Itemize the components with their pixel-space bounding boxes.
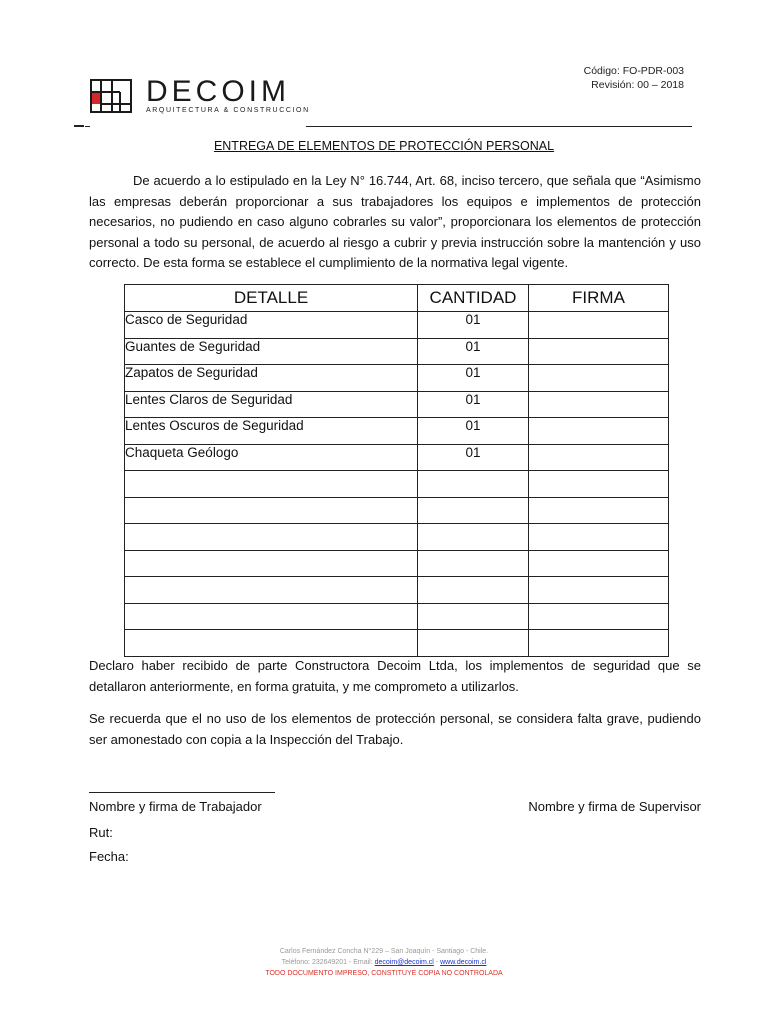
firma-cell[interactable] bbox=[529, 577, 669, 604]
cantidad-cell[interactable] bbox=[418, 550, 529, 577]
firma-cell[interactable] bbox=[529, 471, 669, 498]
table-row bbox=[125, 444, 669, 471]
cantidad-cell: 01 bbox=[418, 418, 529, 445]
table-row bbox=[125, 577, 669, 604]
detalle-cell[interactable] bbox=[125, 524, 418, 551]
firma-cell[interactable] bbox=[529, 630, 669, 657]
logo-mark-icon bbox=[90, 78, 134, 114]
header-cantidad: CANTIDAD bbox=[418, 285, 529, 312]
table-row bbox=[125, 312, 669, 339]
document-code-block bbox=[584, 64, 684, 92]
logo-subtitle: ARQUITECTURA & CONSTRUCCION bbox=[146, 107, 310, 114]
firma-cell[interactable] bbox=[529, 603, 669, 630]
firma-cell[interactable] bbox=[529, 497, 669, 524]
cantidad-cell[interactable] bbox=[418, 630, 529, 657]
footer-email-link[interactable]: decoim@decoim.cl bbox=[374, 959, 434, 966]
firma-cell[interactable] bbox=[529, 365, 669, 392]
cantidad-cell[interactable] bbox=[418, 497, 529, 524]
detalle-cell[interactable] bbox=[125, 630, 418, 657]
footer-address: Carlos Fernández Concha N°229 – San Joaquín - Santiago - Chile. bbox=[279, 948, 489, 955]
table-row bbox=[125, 471, 669, 498]
company-logo bbox=[90, 75, 310, 116]
detalle-cell[interactable] bbox=[125, 550, 418, 577]
firma-cell[interactable] bbox=[529, 444, 669, 471]
table-row bbox=[125, 338, 669, 365]
detalle-cell: Guantes de Seguridad bbox=[125, 338, 418, 365]
header-divider-dash bbox=[85, 126, 90, 127]
footer-contact bbox=[0, 957, 768, 968]
table-row bbox=[125, 630, 669, 657]
logo-wordmark: DECOIM bbox=[146, 75, 290, 108]
table-row bbox=[125, 418, 669, 445]
fecha-label: Fecha: bbox=[89, 849, 129, 864]
table-row bbox=[125, 391, 669, 418]
detalle-cell[interactable] bbox=[125, 603, 418, 630]
page-footer bbox=[0, 946, 768, 979]
cantidad-cell[interactable] bbox=[418, 524, 529, 551]
cantidad-cell: 01 bbox=[418, 444, 529, 471]
ppe-items-table bbox=[124, 284, 669, 657]
cantidad-cell: 01 bbox=[418, 312, 529, 339]
footer-phone: Teléfono: 232649201 - Email: bbox=[281, 959, 375, 966]
detalle-cell: Lentes Oscuros de Seguridad bbox=[125, 418, 418, 445]
table-row bbox=[125, 365, 669, 392]
rut-label: Rut: bbox=[89, 825, 113, 840]
table-row bbox=[125, 497, 669, 524]
worker-signature-line[interactable] bbox=[89, 792, 275, 793]
table-header-row bbox=[125, 285, 669, 312]
cantidad-cell: 01 bbox=[418, 338, 529, 365]
detalle-cell: Zapatos de Seguridad bbox=[125, 365, 418, 392]
footer-separator: - bbox=[433, 959, 441, 966]
cantidad-cell: 01 bbox=[418, 391, 529, 418]
footer-notice: TODO DOCUMENTO IMPRESO, CONSTITUYE COPIA NO CONTROLADA bbox=[265, 970, 503, 977]
firma-cell[interactable] bbox=[529, 312, 669, 339]
reminder-paragraph: Se recuerda que el no uso de los elementos de protección personal, se considera falta grave, pudiendo ser amonestado con copia a la Inspección del Trabajo. bbox=[89, 711, 701, 747]
document-code: Código: FO-PDR-003 bbox=[583, 65, 684, 77]
table-row bbox=[125, 550, 669, 577]
document-revision: Revisión: 00 – 2018 bbox=[591, 79, 684, 91]
cantidad-cell: 01 bbox=[418, 365, 529, 392]
firma-cell[interactable] bbox=[529, 418, 669, 445]
detalle-cell[interactable] bbox=[125, 497, 418, 524]
intro-paragraph: De acuerdo a lo estipulado en la Ley N° 16.744, Art. 68, inciso tercero, que señala que “Asimismo las empresas deberán proporcionar a sus trabajadores los equipos e implementos de protección necesarios, no pudiendo en caso alguno cobrarles su valor”, proporcionara los elementos de protección personal a todo su personal, de acuerdo al riesgo a cubrir y previa instrucción sobre la mantención y uso correcto. De esta forma se establece el cumplimiento de la normativa legal vigente. bbox=[89, 173, 701, 270]
header-divider-short bbox=[74, 125, 84, 127]
table-row bbox=[125, 524, 669, 551]
declaration-paragraph: Declaro haber recibido de parte Constructora Decoim Ltda, los implementos de seguridad que se detallaron anteriormente, en forma gratuita, y me comprometo a utilizarlos. bbox=[89, 658, 701, 694]
detalle-cell: Casco de Seguridad bbox=[125, 312, 418, 339]
firma-cell[interactable] bbox=[529, 391, 669, 418]
detalle-cell: Chaqueta Geólogo bbox=[125, 444, 418, 471]
header-detalle: DETALLE bbox=[125, 285, 418, 312]
supervisor-signature-label: Nombre y firma de Supervisor bbox=[528, 799, 701, 814]
firma-cell[interactable] bbox=[529, 550, 669, 577]
footer-website-link[interactable]: www.decoim.cl bbox=[440, 959, 487, 966]
cantidad-cell[interactable] bbox=[418, 577, 529, 604]
document-title: ENTREGA DE ELEMENTOS DE PROTECCIÓN PERSONAL bbox=[213, 139, 555, 153]
header-firma: FIRMA bbox=[529, 285, 669, 312]
detalle-cell[interactable] bbox=[125, 577, 418, 604]
detalle-cell: Lentes Claros de Seguridad bbox=[125, 391, 418, 418]
cantidad-cell[interactable] bbox=[418, 603, 529, 630]
firma-cell[interactable] bbox=[529, 524, 669, 551]
firma-cell[interactable] bbox=[529, 338, 669, 365]
header-divider-long bbox=[306, 126, 692, 127]
cantidad-cell[interactable] bbox=[418, 471, 529, 498]
table-row bbox=[125, 603, 669, 630]
detalle-cell[interactable] bbox=[125, 471, 418, 498]
worker-signature-label: Nombre y firma de Trabajador bbox=[89, 799, 262, 814]
